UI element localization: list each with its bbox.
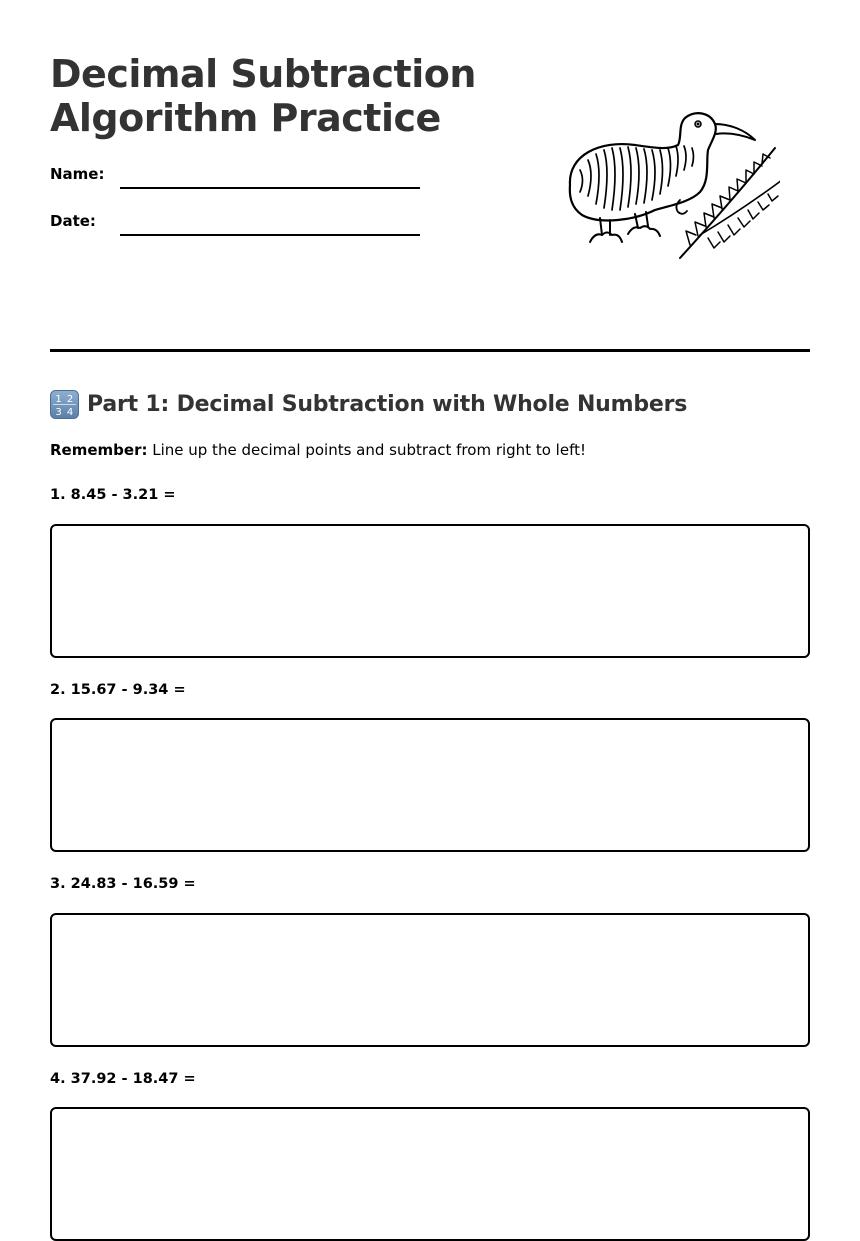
svg-text:4: 4 — [66, 406, 74, 418]
svg-text:2: 2 — [66, 393, 74, 405]
date-field — [50, 207, 420, 237]
section-title: Part 1: Decimal Subtraction with Whole Numbers — [87, 391, 688, 417]
header-divider — [50, 349, 810, 352]
date-input-line[interactable] — [120, 234, 420, 236]
remember-note — [50, 441, 586, 459]
kiwi-bird-icon — [560, 110, 780, 262]
title-line-2: Algorithm Practice — [50, 96, 441, 140]
section-heading — [50, 388, 687, 420]
name-input-line[interactable] — [120, 187, 420, 189]
name-label: Name: — [50, 165, 105, 183]
problem-3-label: 3. 24.83 - 16.59 = — [50, 876, 196, 892]
problem-4-answer-box[interactable] — [50, 1107, 810, 1241]
problem-1-answer-box[interactable] — [50, 524, 810, 658]
title-line-1: Decimal Subtraction — [50, 52, 476, 96]
problem-1-label: 1. 8.45 - 3.21 = — [50, 487, 176, 503]
svg-text:1: 1 — [55, 393, 62, 405]
problem-2-label: 2. 15.67 - 9.34 = — [50, 682, 186, 698]
problem-2-answer-box[interactable] — [50, 718, 810, 852]
svg-text:3: 3 — [55, 406, 62, 418]
remember-text: Line up the decimal points and subtract from right to left! — [147, 441, 586, 459]
date-label: Date: — [50, 212, 96, 230]
worksheet-title — [50, 52, 530, 140]
input-numbers-icon — [50, 390, 79, 419]
problem-3-answer-box[interactable] — [50, 913, 810, 1047]
name-field — [50, 160, 420, 190]
problem-4-label: 4. 37.92 - 18.47 = — [50, 1071, 196, 1087]
remember-label: Remember: — [50, 441, 148, 459]
